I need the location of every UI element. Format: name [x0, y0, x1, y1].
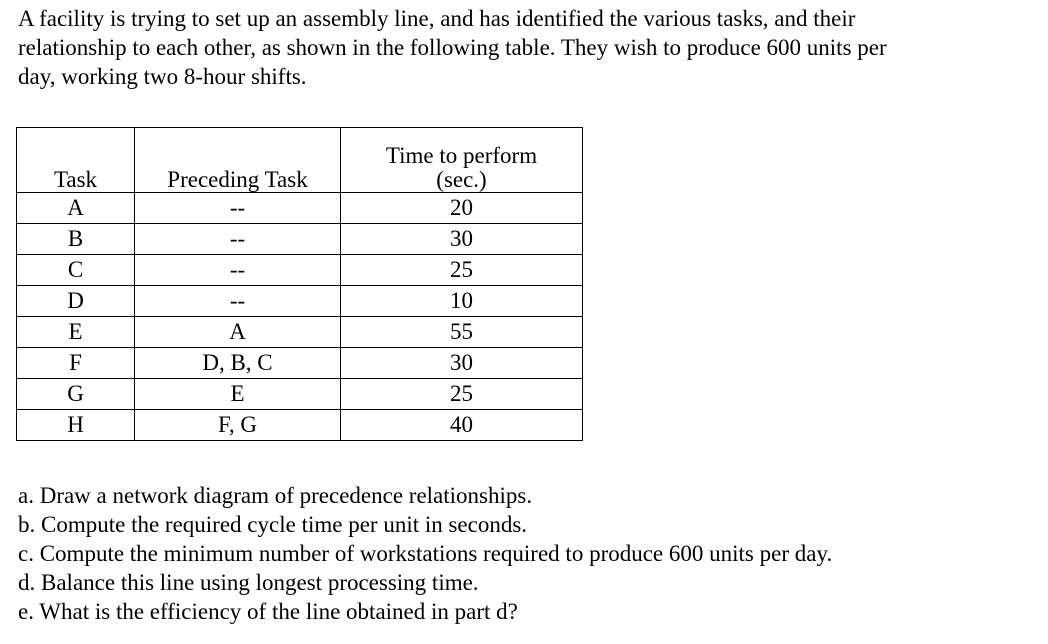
task-cell: D — [17, 286, 135, 317]
time-cell: 20 — [341, 193, 583, 224]
task-cell: F — [17, 348, 135, 379]
time-cell: 10 — [341, 286, 583, 317]
intro-line: day, working two 8-hour shifts. — [18, 64, 307, 89]
header-time-line1: Time to perform — [385, 143, 538, 168]
preceding-cell: -- — [135, 255, 341, 286]
table-row — [17, 410, 583, 441]
table-row — [17, 379, 583, 410]
intro-line: A facility is trying to set up an assembly line, and has identified the various tasks, and their — [18, 6, 856, 31]
table-row — [17, 348, 583, 379]
time-cell: 55 — [341, 317, 583, 348]
question-item: d. Balance this line using longest processing time. — [18, 570, 479, 595]
preceding-cell: -- — [135, 193, 341, 224]
question-item: c. Compute the minimum number of workstations required to produce 600 units per day. — [18, 541, 833, 566]
task-cell: E — [17, 317, 135, 348]
preceding-cell: -- — [135, 286, 341, 317]
preceding-cell: E — [135, 379, 341, 410]
question-item: b. Compute the required cycle time per unit in seconds. — [18, 512, 528, 537]
time-cell: 25 — [341, 255, 583, 286]
time-cell: 40 — [341, 410, 583, 441]
table-row — [17, 193, 583, 224]
intro-line: relationship to each other, as shown in the following table. They wish to produce 600 units per — [18, 35, 887, 60]
table-header-row — [17, 128, 583, 193]
time-cell: 25 — [341, 379, 583, 410]
preceding-cell: D, B, C — [135, 348, 341, 379]
preceding-cell: -- — [135, 224, 341, 255]
problem-statement — [18, 4, 1038, 91]
time-cell: 30 — [341, 224, 583, 255]
task-cell: H — [17, 410, 135, 441]
table-row — [17, 224, 583, 255]
task-cell: G — [17, 379, 135, 410]
task-cell: C — [17, 255, 135, 286]
header-time-line2: (sec.) — [436, 167, 487, 192]
preceding-cell: F, G — [135, 410, 341, 441]
task-cell: A — [17, 193, 135, 224]
header-task: Task — [17, 128, 135, 193]
table-row — [17, 317, 583, 348]
time-cell: 30 — [341, 348, 583, 379]
task-cell: B — [17, 224, 135, 255]
table-row — [17, 255, 583, 286]
header-preceding-task: Preceding Task — [135, 128, 341, 193]
question-list — [18, 481, 832, 626]
question-item: e. What is the efficiency of the line obtained in part d? — [18, 599, 518, 624]
task-table — [16, 127, 583, 441]
header-time-to-perform — [341, 128, 583, 193]
question-item: a. Draw a network diagram of precedence relationships. — [18, 483, 533, 508]
table-row — [17, 286, 583, 317]
preceding-cell: A — [135, 317, 341, 348]
